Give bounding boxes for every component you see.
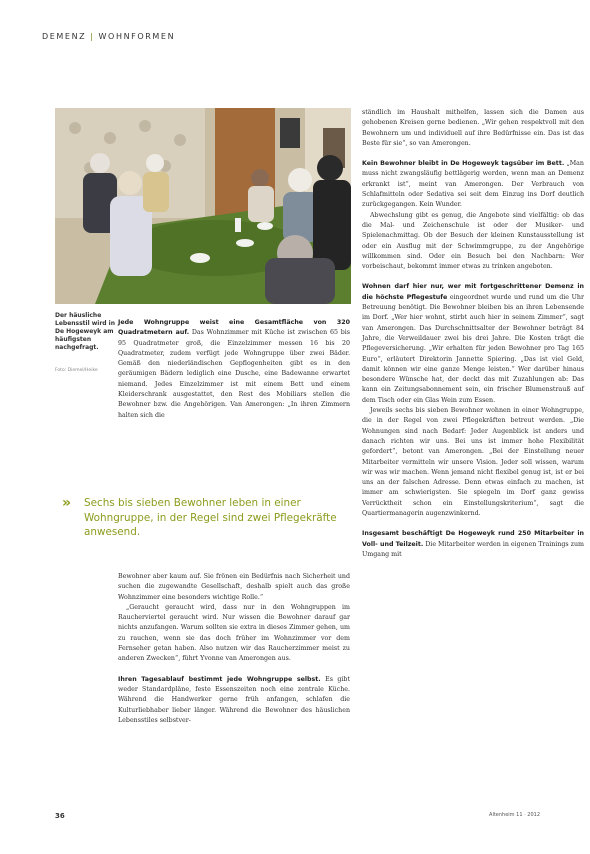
page-number: 36	[55, 812, 65, 820]
paragraph-text: „Man muss nicht zwangsläufig bettlägerig werden, wenn man an Demenz erkrankt ist“, meint van Amerongen. Der Verbrauch von Schlafmitteln oder Sedativa sei seit dem Einzug ins Dorf deutlich zurückgegangen. Kein Wunder.	[362, 160, 584, 209]
paragraph: Abwechslung gibt es genug, die Angebote sind vielfältig: ob das die Mal- und Zeichenschule ist oder der Musiker- und Spielenachmittag. Ob der Besuch der kleinen Kunstausstellung ist oder ein Ausflug mit der Schwimmgruppe, zu der Angehörige willkommen sind. Oder ein Besuch bei den Nachbarn: Wer vorbeischaut, bekommt immer etwas zu trinken angeboten.	[362, 211, 584, 271]
pull-quote-text: Sechs bis sieben Bewohner leben in einer Wohngruppe, in der Regel sind zwei Pflegekräfte anwesend.	[84, 497, 337, 538]
paragraph: ständlich im Haushalt mithelfen, lassen sich die Damen aus gehobenen Kreisen gerne bedienen. „Wir gehen respektvoll mit den Bewohnern um und individuell auf ihre Bedürfnisse ein. Das ist das Beste für sie“, so van Amerongen.	[362, 109, 584, 147]
paragraph-lead: Jede Wohngruppe weist eine Gesamtfläche von 320 Quadratmetern auf.	[118, 319, 350, 337]
section-label: DEMENZ	[42, 32, 87, 41]
paragraph: Bewohner aber kaum auf. Sie frönen ein Bedürfnis nach Sicherheit und suchen die zugewandte Gesellschaft, deshalb spielt auch das große Wohnzimmer eine besonders wichtige Rolle.“	[118, 573, 350, 601]
paragraph-lead: Insgesamt beschäftigt De Hogeweyk rund 250 Mitarbeiter in Voll- und Teilzeit.	[362, 530, 584, 548]
paragraph: „Geraucht geraucht wird, dass nur in den Wohngruppen im Raucherviertel geraucht wird. Nur wissen die Bewohner darauf gar nichts anzufangen. Warum sollten sie extra in dieses Zimmer gehen, um zu rauchen, wenn sie das doch früher im Wohnzimmer vor dem Fernseher getan haben. Also nutzen wir das Raucherzimmer meist zu anderen Zwecken“, führt Yvonne van Amerongen aus.	[118, 603, 350, 663]
paragraph-text: Das Wohnzimmer mit Küche ist zwischen 65 bis 95 Quadratmeter groß, die Einzelzimmer messen 16 bis 20 Quadratmeter, zudem verfügt jede Wohngruppe über zwei Bäder. Gemäß den niederländischen Gepflogenheiten gibt es in den geräumigen Bädern lediglich eine Dusche, eine Badewanne erwartet niemand. Jedes Einzelzimmer ist mit einem Bett und einem Kleiderschrank ausgestattet, den Rest des Mobiliars stellen die Bewohner bzw. die Angehörigen. Van Amerongen: „In ihren Zimmern halten sich die	[118, 329, 350, 419]
paragraph	[118, 675, 350, 726]
paragraph-text: eingeordnet wurde und rund um die Uhr Betreuung benötigt. Die Bewohner bleiben bis an ihren Lebensende im Dorf. „Wer hier wohnt, stirbt auch hier in seinem Zimmer“, sagt van Amerongen. Das Durchschnittsalter der Bewohner beträgt 84 Jahre, die Verweildauer zwei bis drei Jahre. Die Kosten trägt die Pflegeversicherung. „Wir erhalten für jeden Bewohner pro Tag 165 Euro“, erläutert Direktorin Jannette Spiering. „Das ist viel Geld, damit können wir eine ganze Menge leisten.“ Wer darüber hinaus besondere Wünsche hat, der deckt das mit Zuzahlungen ab: Das kann ein Zeitungsabonnement sein, ein frischer Blumenstrauß auf dem Tisch oder ein Glas Wein zum Essen.	[362, 293, 584, 404]
photo-credit: Foto: Diemel/Heike	[55, 368, 98, 373]
topic-label: WOHNFORMEN	[98, 32, 176, 41]
column-c	[362, 108, 584, 560]
column-a	[118, 318, 350, 421]
paragraph	[362, 282, 584, 406]
paragraph	[118, 318, 350, 421]
paragraph	[362, 529, 584, 560]
paragraph-lead: Wohnen darf hier nur, wer mit fortgeschrittener Demenz in die höchste Pflegestufe	[362, 283, 584, 301]
column-b	[118, 572, 350, 726]
paragraph-text: Es gibt weder Standardpläne, feste Essenszeiten noch eine zentrale Küche. Während die Handwerker gerne früh anfangen, schlafen die Kulturliebhaber lieber länger. Während die Bewohner des häuslichen Lebensstiles selbstver-	[118, 675, 350, 724]
running-header	[42, 32, 175, 41]
paragraph-text: Die Mitarbeiter werden in eigenen Trainings zum Umgang mit	[362, 540, 585, 558]
paragraph-lead: Ihren Tagesablauf bestimmt jede Wohngruppe selbst.	[118, 675, 321, 683]
pull-quote-marker: »	[62, 495, 69, 511]
paragraph: Jeweils sechs bis sieben Bewohner wohnen in einer Wohngruppe, die in der Regel von zwei Pflegekräften betreut werden. „Die Wohnungen sind nach Bedarf: Jeder Augenblick ist anders und danach richten wir uns. Bei uns ist immer hohe Flexibilität gefordert“, betont van Amerongen. „Bei der Einstellung neuer Mitarbeiter vermitteln wir unsere Vision. Jeder soll wissen, warum wir was wir machen. Wenn jemand nicht flexibel genug ist, ist er bei uns an der falschen Adresse. Denn etwas einfach zu machen, ist immer am schwierigsten. Sie spiegeln im Dorf ganz gewiss Verrücktheit schon ein Einstellungskriterium“, sagt die Quartiermanagerin augenzwinkernd.	[362, 407, 584, 517]
photo-caption: Der häusliche Lebensstil wird in De Hogeweyk am häufigsten nachgefragt.	[55, 312, 116, 351]
header-separator: |	[90, 32, 95, 41]
magazine-issue: Altenheim 11 · 2012	[489, 812, 540, 818]
paragraph	[362, 159, 584, 210]
paragraph-lead: Kein Bewohner bleibt in De Hogeweyk tagsüber im Bett.	[362, 160, 565, 168]
dining-scene-illustration	[55, 108, 351, 304]
article-photo	[55, 108, 351, 304]
